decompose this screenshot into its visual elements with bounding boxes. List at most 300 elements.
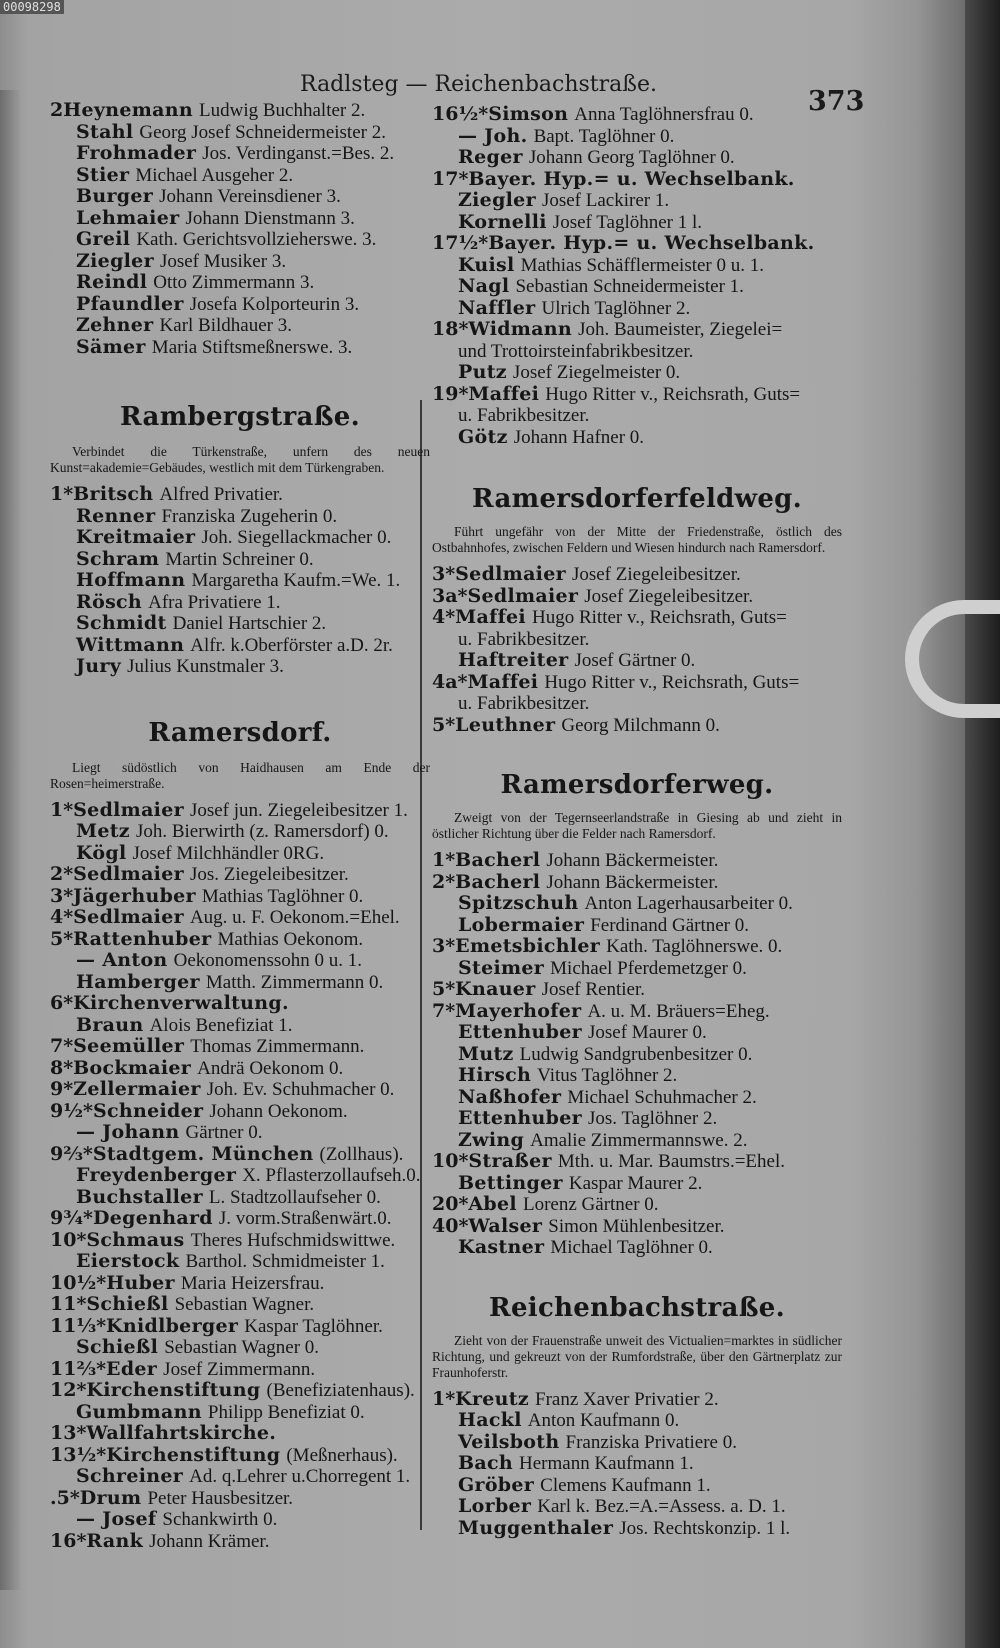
resident-name: Metz	[76, 820, 130, 842]
house-number: 8*	[50, 1056, 74, 1079]
resident-details: Johann Bäckermeister.	[546, 850, 719, 871]
resident-name: Huber	[106, 1271, 175, 1294]
resident-details: Georg Josef Schneidermeister 2.	[139, 121, 386, 143]
resident-details: Josef Milchhändler 0RG.	[132, 842, 325, 864]
directory-entry	[432, 169, 842, 191]
house-number: 13*	[50, 1422, 87, 1444]
directory-entry	[432, 1432, 842, 1454]
directory-entry	[432, 405, 842, 427]
directory-entry	[432, 979, 842, 1001]
directory-entry	[432, 1151, 842, 1173]
resident-details: Johann Dienstmann 3.	[185, 207, 355, 229]
directory-entry	[432, 564, 842, 586]
resident-details: Hugo Ritter v., Reichsrath, Guts=	[532, 607, 787, 628]
resident-name: Straßer	[468, 1150, 552, 1172]
resident-details: Lorenz Gärtner 0.	[522, 1194, 659, 1215]
resident-name: Bayer. Hyp.= u. Wechselbank.	[468, 167, 795, 190]
resident-details: Ulrich Taglöhner 2.	[541, 297, 691, 319]
house-number: 20*	[432, 1193, 469, 1215]
resident-name: Pfaundler	[76, 292, 184, 315]
directory-entry	[50, 929, 430, 951]
resident-name: Freydenberger	[76, 1164, 237, 1186]
house-number: 9½*	[50, 1099, 93, 1122]
house-number: 10*	[50, 1228, 87, 1251]
house-number: .5*	[50, 1486, 80, 1509]
resident-details: Mathias Oekonom.	[217, 928, 364, 950]
resident-details: Simon Mühlenbesitzer.	[548, 1215, 725, 1237]
resident-name: Muggenthaler	[458, 1516, 614, 1539]
directory-entry	[432, 319, 842, 341]
resident-name: — Joh.	[458, 124, 528, 147]
house-number: 11⅓*	[50, 1314, 107, 1337]
entry-list	[50, 100, 430, 358]
resident-name: Knauer	[455, 978, 536, 1000]
resident-name: Kirchenstiftung	[106, 1443, 281, 1466]
entry-list	[432, 564, 842, 736]
directory-entry	[50, 800, 430, 822]
scan-id-label: 00098298	[0, 0, 64, 14]
directory-entry	[50, 613, 430, 635]
house-number: 9¾*	[50, 1207, 93, 1229]
directory-entry	[432, 126, 842, 148]
directory-entry	[432, 1410, 842, 1432]
resident-name: Naffler	[458, 296, 536, 319]
resident-name: Nagl	[458, 275, 510, 297]
resident-name: Kuisl	[458, 253, 515, 276]
resident-details: Matth. Zimmermann 0.	[205, 971, 384, 993]
resident-details: Anton Kaufmann 0.	[527, 1410, 680, 1431]
resident-details: Vitus Taglöhner 2.	[537, 1065, 678, 1086]
resident-name: Rösch	[76, 590, 143, 613]
resident-details: Hugo Ritter v., Reichsrath, Guts=	[545, 383, 801, 405]
house-number: 4a*	[432, 670, 468, 693]
resident-details: Johann Vereinsdiener 3.	[159, 186, 341, 207]
resident-name: Götz	[458, 425, 508, 448]
resident-name: Bach	[458, 1452, 513, 1474]
directory-entry	[432, 1453, 842, 1475]
house-number: 10½*	[50, 1271, 107, 1294]
house-number: 16*	[50, 1529, 87, 1552]
directory-entry	[50, 1015, 430, 1037]
right-column	[432, 104, 842, 1539]
section-heading-ramersdorf: Ramersdorf.	[148, 717, 332, 748]
resident-name: Maffei	[467, 670, 539, 693]
directory-entry	[50, 484, 430, 506]
directory-entry	[50, 506, 430, 528]
resident-details: Otto Zimmermann 3.	[153, 272, 315, 293]
directory-entry	[50, 635, 430, 657]
resident-details: A. u. M. Bräuers=Eheg.	[587, 1000, 770, 1022]
resident-details: u. Fabrikbesitzer.	[458, 405, 590, 426]
directory-entry	[50, 843, 430, 865]
resident-name: Spitzschuh	[458, 892, 579, 914]
directory-entry	[50, 1208, 430, 1230]
house-number: 2	[50, 99, 64, 121]
directory-entry	[432, 1237, 842, 1259]
resident-name: Bockmaier	[73, 1056, 192, 1079]
resident-name: Kastner	[458, 1236, 545, 1258]
resident-name: Sedlmaier	[73, 798, 184, 821]
resident-details: Jos. Ziegeleibesitzer.	[189, 864, 349, 885]
entry-list	[432, 104, 842, 448]
resident-details: Mathias Schäfflermeister 0 u. 1.	[520, 254, 765, 276]
resident-details: Maria Stiftsmeßnerswe. 3.	[151, 336, 353, 358]
resident-name: Ettenhuber	[458, 1021, 582, 1043]
directory-entry	[50, 186, 430, 208]
directory-entry	[50, 886, 430, 908]
directory-entry	[432, 190, 842, 212]
resident-details: Josef Taglöhner 1 l.	[552, 211, 703, 233]
directory-entry	[432, 1216, 842, 1238]
resident-details: J. vorm.Straßenwärt.0.	[218, 1208, 392, 1229]
resident-name: Veilsboth	[458, 1430, 560, 1453]
resident-details: Barthol. Schmidmeister 1.	[185, 1251, 385, 1272]
resident-name: Renner	[76, 504, 156, 527]
resident-name: Jury	[76, 655, 122, 677]
house-number: 19*	[432, 382, 469, 405]
resident-details: Alfr. k.Oberförster a.D. 2r.	[190, 634, 393, 656]
resident-name: Lobermaier	[458, 913, 585, 936]
section-description: Zweigt von der Tegernseerlandstraße in Giesing ab und zieht in östlicher Richtung über die Felder nach Ramersdorf.	[432, 810, 842, 841]
directory-entry	[432, 255, 842, 277]
directory-entry	[50, 864, 430, 886]
resident-details: Ludwig Buchhalter 2.	[199, 100, 366, 121]
house-number: 18*	[432, 318, 469, 340]
resident-name: Schneider	[92, 1099, 204, 1122]
left-column	[50, 100, 430, 1552]
section-heading-ramersdorferweg: Ramersdorferweg.	[500, 770, 774, 800]
house-number: 5*	[432, 978, 456, 1000]
directory-entry	[50, 527, 430, 549]
resident-name: Zellermaier	[73, 1078, 201, 1100]
resident-details: u. Fabrikbesitzer.	[458, 693, 590, 714]
section-description: Zieht von der Frauenstraße unweit des Victualien=marktes in südlicher Richtung, und gekreuzt von der Rumfordstraße, über den Gärtnerplatz zur Fraunhoferstr.	[432, 1332, 842, 1380]
resident-details: Theres Hufschmidswittwe.	[190, 1229, 396, 1251]
directory-entry	[432, 1496, 842, 1518]
house-number: 3*	[50, 884, 74, 907]
resident-name: Lehmaier	[76, 206, 180, 229]
directory-entry	[432, 607, 842, 629]
directory-entry	[432, 850, 842, 872]
directory-entry	[50, 1230, 430, 1252]
directory-entry	[50, 229, 430, 251]
resident-name: Naßhofer	[458, 1085, 562, 1108]
resident-details: Kath. Gerichtsvollzieherswe. 3.	[136, 229, 377, 250]
resident-details: und Trottoirsteinfabrikbesitzer.	[458, 340, 694, 362]
resident-name: Hoffmann	[76, 569, 186, 591]
resident-name: Reindl	[76, 271, 148, 293]
resident-name: Schreiner	[76, 1465, 184, 1487]
directory-entry	[432, 936, 842, 958]
house-number: 1*	[432, 849, 456, 871]
directory-entry	[50, 656, 430, 678]
resident-details: Aug. u. F. Oekonom.=Ehel.	[189, 907, 400, 928]
resident-details: L. Stadtzollaufseher 0.	[208, 1186, 381, 1208]
directory-entry	[50, 251, 430, 273]
resident-details: Johann Oekonom.	[209, 1100, 348, 1122]
resident-details: Sebastian Schneidermeister 1.	[515, 276, 744, 297]
house-number: 12*	[50, 1379, 87, 1401]
directory-entry	[50, 122, 430, 144]
resident-name: Hirsch	[458, 1064, 532, 1086]
resident-name: Maffei	[468, 382, 540, 405]
running-head: Radlsteg — Reichenbachstraße.	[300, 72, 657, 97]
resident-name: Britsch	[73, 483, 154, 505]
resident-name: Mayerhofer	[455, 999, 582, 1022]
resident-name: Zehner	[76, 314, 154, 336]
resident-name: Emetsbichler	[455, 935, 601, 957]
entry-list	[432, 1389, 842, 1540]
resident-name: Zwing	[458, 1128, 525, 1151]
previous-page-strip	[0, 90, 20, 1590]
resident-details: Johann Bäckermeister.	[546, 871, 719, 893]
resident-name: Heynemann	[63, 99, 193, 121]
directory-entry	[50, 1058, 430, 1080]
resident-name: Sedlmaier	[73, 906, 184, 928]
resident-name: Wallfahrtskirche.	[86, 1422, 277, 1444]
directory-entry	[50, 100, 430, 122]
resident-name: Frohmader	[76, 142, 197, 164]
resident-name: Gröber	[458, 1473, 535, 1496]
house-number: 11⅔*	[50, 1357, 107, 1380]
page-number: 373	[808, 86, 865, 117]
directory-entry	[50, 1488, 430, 1510]
resident-name: Ziegler	[458, 189, 536, 211]
directory-entry	[432, 341, 842, 363]
house-number: 2*	[50, 863, 74, 885]
resident-details: Mth. u. Mar. Baumstrs.=Ehel.	[557, 1151, 785, 1172]
resident-name: Schmidt	[76, 612, 167, 634]
directory-entry	[50, 1122, 430, 1144]
directory-entry	[432, 1518, 842, 1540]
directory-entry	[432, 1001, 842, 1023]
resident-details: Daniel Hartschier 2.	[172, 613, 327, 634]
resident-name: Kornelli	[458, 210, 547, 233]
directory-entry	[432, 212, 842, 234]
resident-details: Schankwirth 0.	[162, 1509, 278, 1530]
resident-details: Ad. q.Lehrer u.Chorregent 1.	[189, 1466, 411, 1487]
directory-entry	[432, 233, 842, 255]
resident-details: Josef Rentier.	[541, 979, 645, 1000]
directory-entry	[432, 104, 842, 126]
resident-name: Kreitmaier	[76, 526, 196, 548]
resident-name: — Josef	[76, 1508, 157, 1530]
resident-name: Seemüller	[73, 1035, 185, 1057]
resident-details: Hermann Kaufmann 1.	[519, 1453, 694, 1474]
resident-name: Ziegler	[76, 249, 154, 272]
directory-entry	[50, 1359, 430, 1381]
resident-details: Alois Benefiziat 1.	[149, 1014, 293, 1036]
directory-entry	[432, 915, 842, 937]
resident-name: Sedlmaier	[455, 563, 566, 585]
directory-entry	[50, 1079, 430, 1101]
house-number: 1*	[432, 1387, 456, 1410]
resident-name: Abel	[468, 1193, 517, 1215]
resident-name: Kirchenverwaltung.	[73, 992, 289, 1014]
resident-name: Gumbmann	[76, 1400, 202, 1423]
directory-entry	[432, 427, 842, 449]
resident-name: Bacherl	[455, 870, 541, 893]
resident-details: Josef jun. Ziegeleibesitzer 1.	[189, 799, 408, 821]
directory-entry	[50, 950, 430, 972]
resident-details: Peter Hausbesitzer.	[147, 1487, 294, 1509]
directory-entry	[432, 715, 842, 737]
resident-details: Ludwig Sandgrubenbesitzer 0.	[519, 1043, 753, 1065]
directory-entry	[432, 650, 842, 672]
directory-entry	[50, 1337, 430, 1359]
resident-details: Kaspar Maurer 2.	[568, 1172, 703, 1194]
resident-name: Rattenhuber	[73, 927, 212, 950]
house-number: 13½*	[50, 1443, 107, 1466]
directory-entry	[432, 672, 842, 694]
resident-details: (Benefiziatenhaus).	[266, 1380, 415, 1401]
resident-details: Josef Maurer 0.	[588, 1022, 707, 1043]
house-number: 10*	[432, 1150, 469, 1172]
resident-details: Franziska Zugeherin 0.	[161, 505, 338, 527]
house-number: 7*	[50, 1035, 74, 1057]
house-number: 40*	[432, 1214, 469, 1237]
section-description: Verbindet die Türkenstraße, unfern des neuen Kunst=akademie=Gebäudes, westlich mit dem Türkengraben.	[50, 444, 430, 475]
resident-name: Kirchenstiftung	[86, 1379, 261, 1401]
resident-name: Hackl	[458, 1409, 522, 1431]
resident-name: Schram	[76, 547, 160, 570]
resident-details: Joh. Bierwirth (z. Ramersdorf) 0.	[135, 821, 389, 842]
house-number: 4*	[50, 906, 74, 928]
resident-details: Afra Privatiere 1.	[148, 591, 281, 613]
page-stack-edge	[965, 0, 1000, 1648]
resident-details: Michael Schuhmacher 2.	[567, 1086, 757, 1108]
directory-entry	[50, 1165, 430, 1187]
directory-entry	[432, 1475, 842, 1497]
resident-name: Widmann	[468, 318, 573, 340]
entry-list	[50, 800, 430, 1553]
house-number: 7*	[432, 999, 456, 1022]
resident-details: Joh. Ev. Schuhmacher 0.	[206, 1079, 395, 1100]
directory-entry	[50, 1294, 430, 1316]
resident-details: Hugo Ritter v., Reichsrath, Guts=	[544, 671, 800, 693]
resident-details: Sebastian Wagner.	[174, 1294, 315, 1315]
resident-details: (Meßnerhaus).	[286, 1444, 398, 1466]
directory-entry	[432, 1087, 842, 1109]
directory-entry	[432, 693, 842, 715]
resident-details: Franz Xaver Privatier 2.	[535, 1388, 719, 1410]
directory-entry	[50, 208, 430, 230]
resident-name: Sedlmaier	[73, 863, 184, 885]
directory-entry	[50, 1036, 430, 1058]
resident-details: Jos. Verdinganst.=Bes. 2.	[202, 143, 395, 164]
directory-entry	[432, 1173, 842, 1195]
entry-list	[432, 850, 842, 1259]
resident-details: Oekonomenssohn 0 u. 1.	[173, 950, 362, 971]
resident-name: Haftreiter	[458, 649, 569, 671]
resident-name: Putz	[458, 361, 507, 383]
resident-name: Schmaus	[86, 1228, 185, 1251]
resident-details: Anton Lagerhausarbeiter 0.	[584, 893, 793, 914]
directory-entry	[50, 1251, 430, 1273]
resident-details: Jos. Taglöhner 2.	[588, 1108, 718, 1129]
resident-details: Joh. Baumeister, Ziegelei=	[578, 319, 783, 340]
resident-details: Karl k. Bez.=A.=Assess. a. D. 1.	[537, 1496, 786, 1517]
directory-entry	[432, 586, 842, 608]
directory-entry	[50, 821, 430, 843]
resident-name: Bayer. Hyp.= u. Wechselbank.	[488, 232, 815, 254]
resident-details: Michael Pferdemetzger 0.	[550, 957, 747, 979]
house-number: 4*	[432, 606, 456, 628]
resident-name: Bettinger	[458, 1171, 563, 1194]
directory-entry	[50, 993, 430, 1015]
resident-details: Jos. Rechtskonzip. 1 l.	[619, 1517, 791, 1539]
resident-name: Bacherl	[455, 849, 541, 871]
resident-details: Clemens Kaufmann 1.	[540, 1474, 711, 1496]
resident-details: Maria Heizersfrau.	[180, 1272, 325, 1294]
resident-name: Ettenhuber	[458, 1107, 582, 1129]
resident-name: Rank	[86, 1529, 144, 1552]
resident-details: Bapt. Taglöhner 0.	[533, 125, 675, 147]
directory-entry	[432, 147, 842, 169]
section-description: Führt ungefähr von der Mitte der Friedenstraße, östlich des Ostbahnhofes, zwischen Feldern und Wiesen hindurch nach Ramersdorf.	[432, 524, 842, 555]
directory-entry	[432, 872, 842, 894]
house-number: 9⅔*	[50, 1142, 93, 1165]
resident-details: Josefa Kolporteurin 3.	[189, 293, 360, 315]
directory-entry	[50, 1144, 430, 1166]
directory-entry	[432, 1022, 842, 1044]
resident-name: — Johann	[76, 1121, 180, 1143]
directory-entry	[50, 1445, 430, 1467]
directory-entry	[50, 165, 430, 187]
resident-name: Stahl	[76, 120, 134, 143]
house-number: 2*	[432, 870, 456, 893]
directory-entry	[432, 958, 842, 980]
resident-name: Schießl	[76, 1336, 159, 1358]
resident-name: Hamberger	[76, 970, 200, 993]
directory-entry	[432, 1194, 842, 1216]
resident-details: X. Pflasterzollaufseh.0.	[242, 1165, 421, 1186]
directory-entry	[50, 272, 430, 294]
directory-entry	[50, 1531, 430, 1553]
directory-entry	[432, 893, 842, 915]
directory-entry	[432, 1044, 842, 1066]
resident-details: Georg Milchmann 0.	[561, 714, 720, 736]
resident-name: Burger	[76, 185, 154, 207]
directory-entry	[432, 276, 842, 298]
resident-details: Amalie Zimmermannswe. 2.	[530, 1129, 748, 1151]
directory-entry	[50, 1466, 430, 1488]
resident-name: Walser	[468, 1214, 543, 1237]
resident-name: Maffei	[455, 606, 526, 628]
house-number: 5*	[432, 713, 456, 736]
resident-details: Philipp Benefiziat 0.	[207, 1401, 365, 1423]
directory-entry	[50, 1187, 430, 1209]
resident-name: Reger	[458, 146, 523, 168]
resident-details: (Zollhaus).	[319, 1143, 404, 1165]
house-number: 11*	[50, 1293, 87, 1315]
resident-details: Julius Kunstmaler 3.	[127, 656, 284, 677]
resident-name: Leuthner	[455, 713, 556, 736]
resident-name: Wittmann	[76, 633, 185, 656]
section-heading-reichenbachstrasse: Reichenbachstraße.	[489, 1292, 785, 1323]
resident-details: Kaspar Taglöhner.	[244, 1315, 383, 1337]
resident-name: Buchstaller	[76, 1185, 203, 1208]
resident-details: Josef Musiker 3.	[159, 250, 287, 272]
house-number: 16½*	[432, 103, 489, 125]
resident-details: Franziska Privatiere 0.	[565, 1431, 737, 1453]
resident-details: u. Fabrikbesitzer.	[458, 628, 590, 650]
house-number: 9*	[50, 1078, 74, 1100]
house-number: 17½*	[432, 232, 489, 254]
resident-details: Johann Hafner 0.	[513, 426, 645, 448]
resident-name: Stadtgem. München	[92, 1142, 314, 1165]
resident-details: Andrä Oekonom 0.	[197, 1057, 344, 1079]
